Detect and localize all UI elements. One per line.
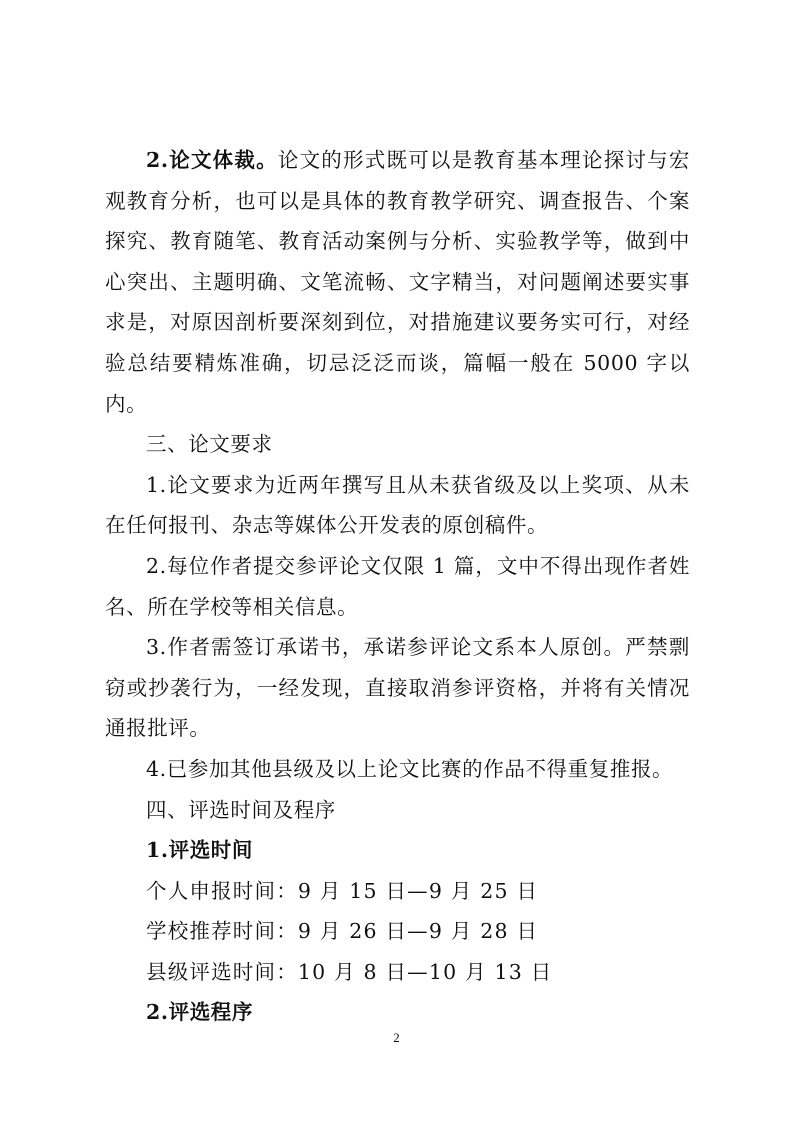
section-heading-requirements: 三、论文要求: [146, 432, 273, 457]
document-body: [105, 140, 690, 1033]
requirement-item-3: 3.作者需签订承诺书，承诺参评论文系本人原创。严禁剽窃或抄袭行为，一经发现，直接取消参评资格，并将有关情况通报批评。: [105, 635, 690, 741]
subheading-selection-procedure: 2.评选程序: [146, 1000, 254, 1025]
requirement-item-2: 2.每位作者提交参评论文仅限 1 篇，文中不得出现作者姓名、所在学校等相关信息。: [105, 553, 690, 619]
paragraph-lead-genre: 2.论文体裁。: [146, 148, 278, 172]
schedule-individual-application: 个人申报时间：9 月 15 日—9 月 25 日: [146, 878, 539, 903]
requirement-item-4: 4.已参加其他县级及以上论文比赛的作品不得重复推报。: [146, 756, 674, 781]
schedule-county-selection: 县级评选时间：10 月 8 日—10 月 13 日: [146, 959, 553, 984]
paragraph-text-genre: 论文的形式既可以是教育基本理论探讨与宏观教育分析，也可以是具体的教育教学研究、调查报告、个案探究、教育随笔、教育活动案例与分析、实验教学等，做到中心突出、主题明确、文笔流畅、文字精当，对问题阐述要实事求是，对原因剖析要深刻到位，对措施建议要务实可行，对经验总结要精炼准确，切忌泛泛而谈，篇幅一般在 5000 字以内。: [105, 148, 690, 416]
page-number: 2: [393, 1030, 400, 1045]
paragraph-paper-genre: [105, 140, 690, 424]
section-heading-schedule: 四、评选时间及程序: [146, 797, 336, 822]
subheading-selection-time: 1.评选时间: [146, 838, 254, 863]
requirement-item-1: 1.论文要求为近两年撰写且从未获省级及以上奖项、从未在任何报刊、杂志等媒体公开发表的原创稿件。: [105, 472, 690, 538]
schedule-school-recommendation: 学校推荐时间：9 月 26 日—9 月 28 日: [146, 919, 539, 944]
